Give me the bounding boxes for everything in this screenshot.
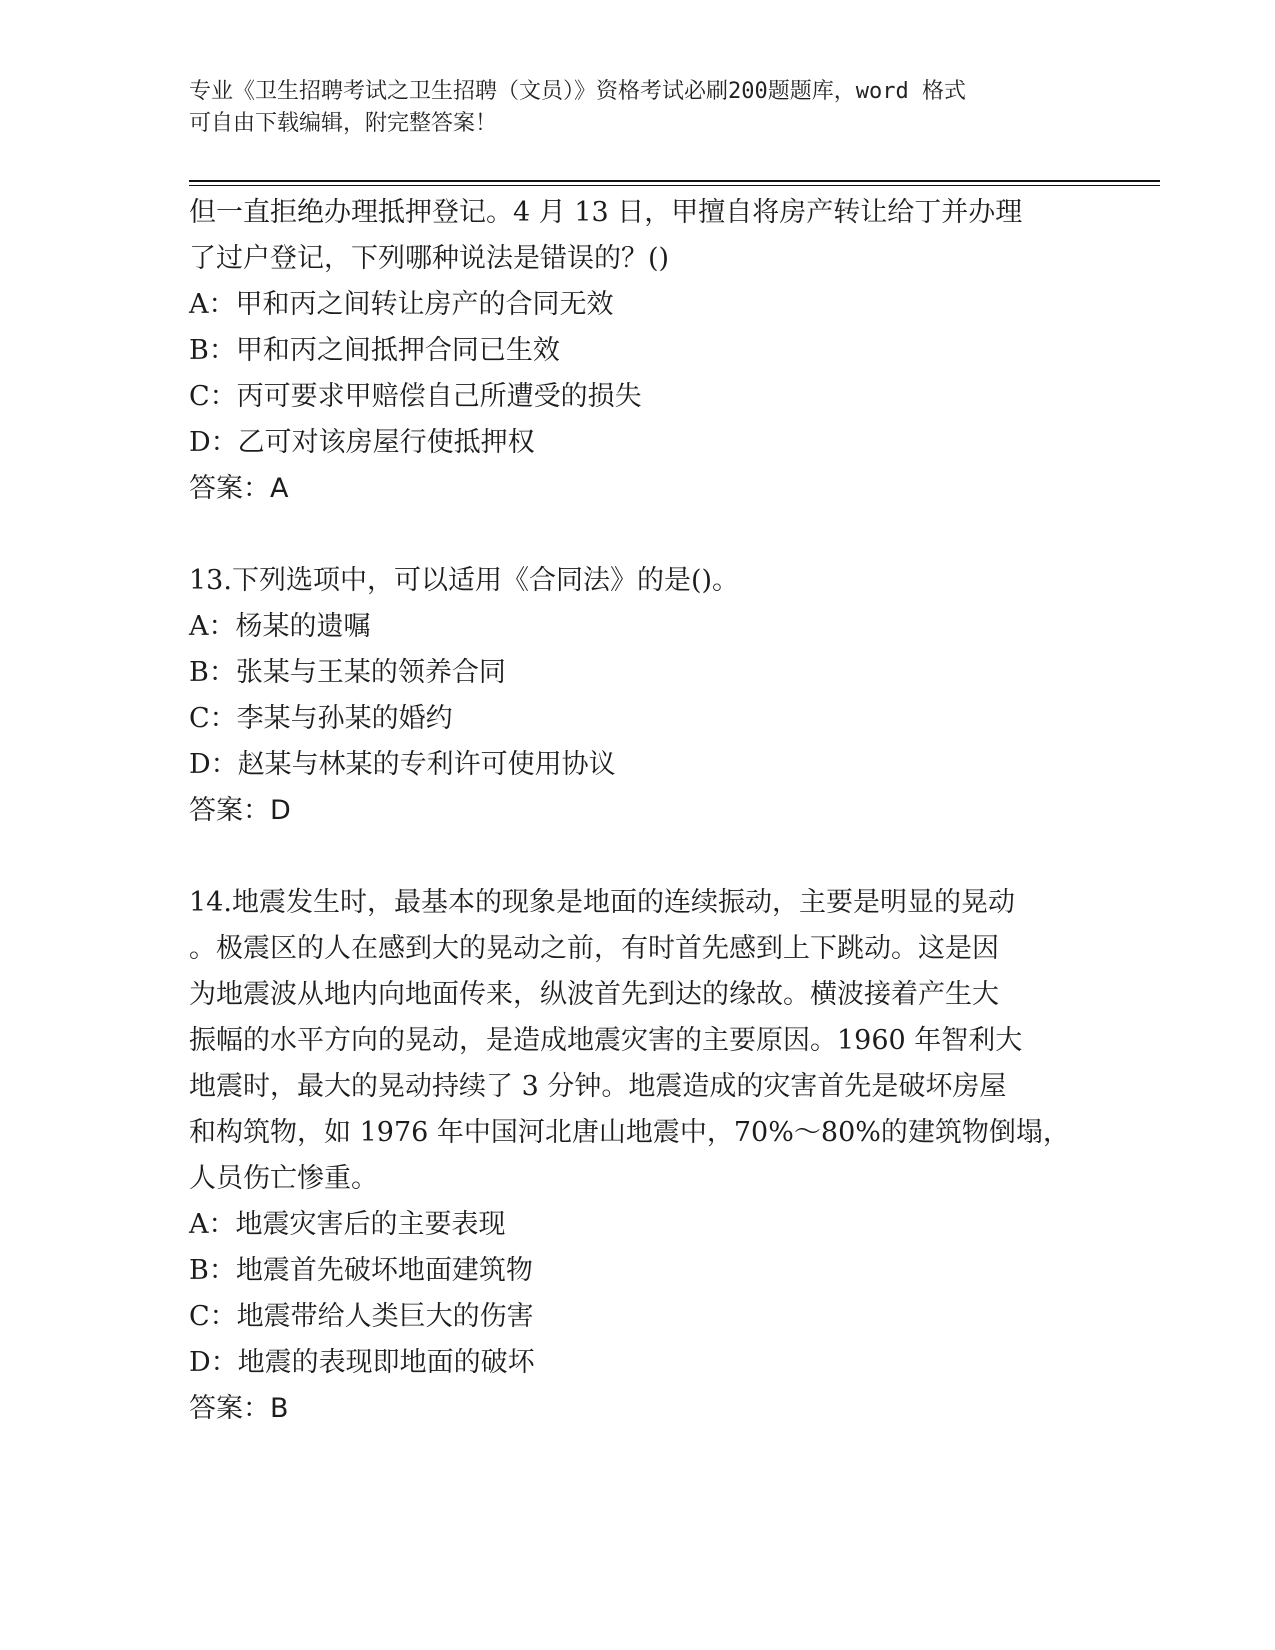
option-a: A：甲和丙之间转让房产的合同无效 [189, 289, 614, 320]
header-title-line-2: 可自由下载编辑，附完整答案！ [189, 111, 498, 136]
header-divider-thin [189, 185, 1160, 186]
option-b: B：张某与王某的领养合同 [189, 657, 506, 688]
answer-label: 答案：B [189, 1393, 289, 1424]
question-stem-line: 人员伤亡惨重。 [189, 1163, 378, 1194]
option-b: B：甲和丙之间抵押合同已生效 [189, 335, 560, 366]
option-d: D：地震的表现即地面的破坏 [189, 1347, 535, 1378]
option-d: D：乙可对该房屋行使抵押权 [189, 427, 535, 458]
header-divider-thick [189, 180, 1160, 182]
answer-label: 答案：A [189, 473, 289, 504]
question-stem-line: 13.下列选项中，可以适用《合同法》的是()。 [189, 565, 740, 596]
question-stem-line: 了过户登记，下列哪种说法是错误的？() [189, 243, 670, 274]
spacer [189, 512, 1089, 558]
option-a: A：杨某的遗嘱 [189, 611, 371, 642]
page-header [189, 76, 1079, 140]
option-c: C：李某与孙某的婚约 [189, 703, 453, 734]
answer-label: 答案：D [189, 795, 291, 826]
question-13 [189, 558, 1089, 834]
question-stem-line: 地震时，最大的晃动持续了 3 分钟。地震造成的灾害首先是破坏房屋 [189, 1071, 1007, 1102]
question-content [189, 190, 1089, 1432]
question-12 [189, 190, 1089, 512]
question-14 [189, 880, 1089, 1432]
question-stem-line: 和构筑物，如 1976 年中国河北唐山地震中，70%～80%的建筑物倒塌， [189, 1117, 1070, 1148]
question-stem-line: 。极震区的人在感到大的晃动之前，有时首先感到上下跳动。这是因 [189, 933, 999, 964]
question-stem-line: 振幅的水平方向的晃动，是造成地震灾害的主要原因。1960 年智利大 [189, 1025, 1023, 1056]
option-c: C：地震带给人类巨大的伤害 [189, 1301, 534, 1332]
question-stem-line: 14.地震发生时，最基本的现象是地面的连续振动，主要是明显的晃动 [189, 887, 1015, 918]
question-stem-line: 但一直拒绝办理抵押登记。4 月 13 日，甲擅自将房产转让给丁并办理 [189, 197, 1023, 228]
option-d: D：赵某与林某的专利许可使用协议 [189, 749, 616, 780]
question-stem-line: 为地震波从地内向地面传来，纵波首先到达的缘故。横波接着产生大 [189, 979, 999, 1010]
spacer [189, 834, 1089, 880]
option-c: C：丙可要求甲赔偿自己所遭受的损失 [189, 381, 642, 412]
option-a: A：地震灾害后的主要表现 [189, 1209, 506, 1240]
option-b: B：地震首先破坏地面建筑物 [189, 1255, 533, 1286]
header-title-line-1: 专业《卫生招聘考试之卫生招聘（文员）》资格考试必刷200题题库，word 格式 [189, 79, 966, 104]
